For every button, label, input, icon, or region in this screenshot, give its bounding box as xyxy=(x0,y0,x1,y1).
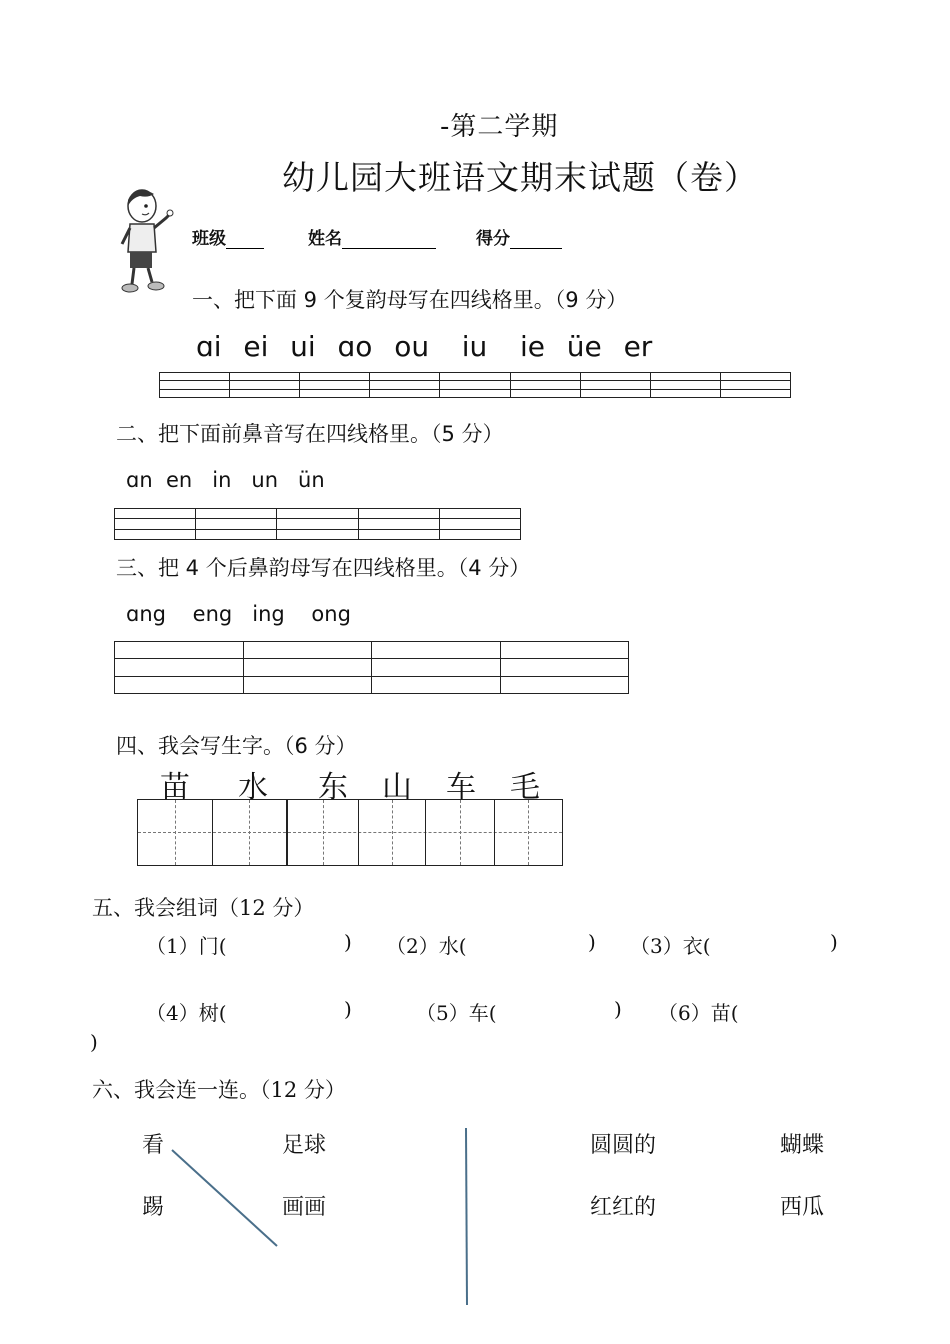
match-left-word[interactable]: 红红的 xyxy=(590,1195,657,1220)
q2-text: 二、把下面前鼻音写在四线格里。（5 分） xyxy=(116,422,504,446)
q2-pinyin: ɑn en in un ün xyxy=(126,468,325,492)
match-left-word[interactable]: 圆圆的 xyxy=(590,1133,657,1158)
hanzi-char: 苗 xyxy=(160,770,190,805)
word-prompt: （1）门( xyxy=(146,934,227,958)
hanzi-char: 山 xyxy=(382,770,412,805)
q3-pinyin: ɑng eng ing ong xyxy=(126,602,351,626)
word-prompt: （5）车( xyxy=(416,1001,497,1025)
word-prompt: （2）水( xyxy=(386,934,467,958)
page-title: 幼儿园大班语文期末试题（卷） xyxy=(282,158,758,197)
match-left-word[interactable]: 踢 xyxy=(142,1195,165,1220)
match-left-word[interactable]: 看 xyxy=(142,1133,165,1158)
name-label: 姓名 xyxy=(308,229,342,249)
close-paren: ) xyxy=(830,930,838,954)
term-title: -第二学期 xyxy=(440,112,559,142)
close-paren: ) xyxy=(614,997,622,1021)
match-right-word[interactable]: 足球 xyxy=(282,1133,327,1158)
connect-line xyxy=(172,1150,277,1246)
close-paren: ) xyxy=(344,997,352,1021)
word-prompt: （6）苗( xyxy=(658,1001,739,1025)
q1-text: 一、把下面 9 个复韵母写在四线格里。（9 分） xyxy=(192,288,628,312)
q5-text: 五、我会组词（12 分） xyxy=(92,896,315,920)
q6-text: 六、我会连一连。（12 分） xyxy=(92,1078,346,1102)
q1-pinyin: ɑi ei ui ɑo ou iu ie üe er xyxy=(196,330,653,363)
word-prompt: （3）衣( xyxy=(630,934,711,958)
match-right-word[interactable]: 西瓜 xyxy=(780,1195,825,1220)
close-paren: ) xyxy=(90,1030,98,1054)
hanzi-char: 东 xyxy=(318,770,348,805)
q4-text: 四、我会写生字。（6 分） xyxy=(116,734,357,758)
close-paren: ) xyxy=(588,930,596,954)
match-right-word[interactable]: 蝴蝶 xyxy=(780,1133,825,1158)
match-right-word[interactable]: 画画 xyxy=(282,1195,327,1220)
q3-text: 三、把 4 个后鼻韵母写在四线格里。（4 分） xyxy=(116,556,531,580)
hanzi-char: 水 xyxy=(238,770,268,805)
hanzi-char: 车 xyxy=(446,770,476,805)
hanzi-char: 毛 xyxy=(510,770,540,805)
word-prompt: （4）树( xyxy=(146,1001,227,1025)
divider-line xyxy=(466,1128,467,1305)
score-label: 得分 xyxy=(476,229,510,249)
close-paren: ) xyxy=(344,930,352,954)
class-label: 班级 xyxy=(192,229,226,249)
